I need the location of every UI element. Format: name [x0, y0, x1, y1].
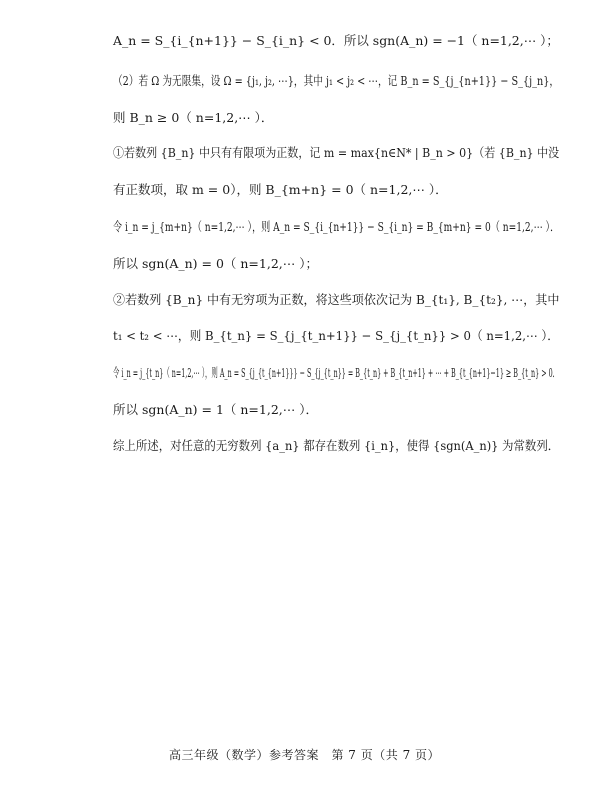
answer-line-6: 令 i_n = j_{m+n}（ n=1,2,⋯ ），则 A_n = S_{i_{n+1}} − S_{i_n} = B_{m+n} = 0（ n=1,2,⋯ ）． — [113, 219, 560, 234]
answer-line-5: 有正数项，取 m = 0），则 B_{m+n} = 0（ n=1,2,⋯ ）． — [113, 182, 448, 197]
page-footer: 高三年级（数学）参考答案 第 7 页（共 7 页） — [168, 748, 441, 762]
answer-line-11: 所以 sgn(A_n) = 1（ n=1,2,⋯ ）． — [113, 402, 318, 417]
answer-line-4: ①若数列 {B_n} 中只有有限项为正数，记 m = max{n∈N* | B_n > 0}（若 {B_n} 中没 — [113, 145, 560, 160]
answer-line-10: 令 i_n = j_{t_n}（ n=1,2,⋯ ），则 A_n = S_{j_{t_{n+1}}} − S_{j_{t_n}} = B_{t_n} + B_{t_n+1} + ⋯ + B_{t_{n+1}−1} ≥ B_{t_n} > 0． — [113, 365, 560, 380]
answer-line-3: 则 B_n ≥ 0（ n=1,2,⋯ ）． — [113, 110, 274, 125]
answer-line-2: （2）若 Ω 为无限集，设 Ω = {j₁, j₂, ⋯}，其中 j₁ < j₂ < ⋯，记 B_n = S_{j_{n+1}} − S_{j_n}， — [113, 73, 560, 88]
answer-line-7: 所以 sgn(A_n) = 0（ n=1,2,⋯ ）； — [113, 256, 318, 271]
answer-line-8: ②若数列 {B_n} 中有无穷项为正数，将这些项依次记为 B_{t₁}, B_{t₂}, ⋯，其中 — [113, 292, 560, 307]
answer-line-9: t₁ < t₂ < ⋯，则 B_{t_n} = S_{j_{t_n+1}} − S_{j_{t_n}} > 0（ n=1,2,⋯ ）． — [113, 328, 559, 343]
answer-line-1: A_n = S_{i_{n+1}} − S_{i_n} < 0．所以 sgn(A_n) = −1（ n=1,2,⋯ ）； — [113, 33, 559, 48]
answer-line-12: 综上所述，对任意的无穷数列 {a_n} 都存在数列 {i_n}，使得 {sgn(A_n)} 为常数列． — [113, 438, 560, 453]
